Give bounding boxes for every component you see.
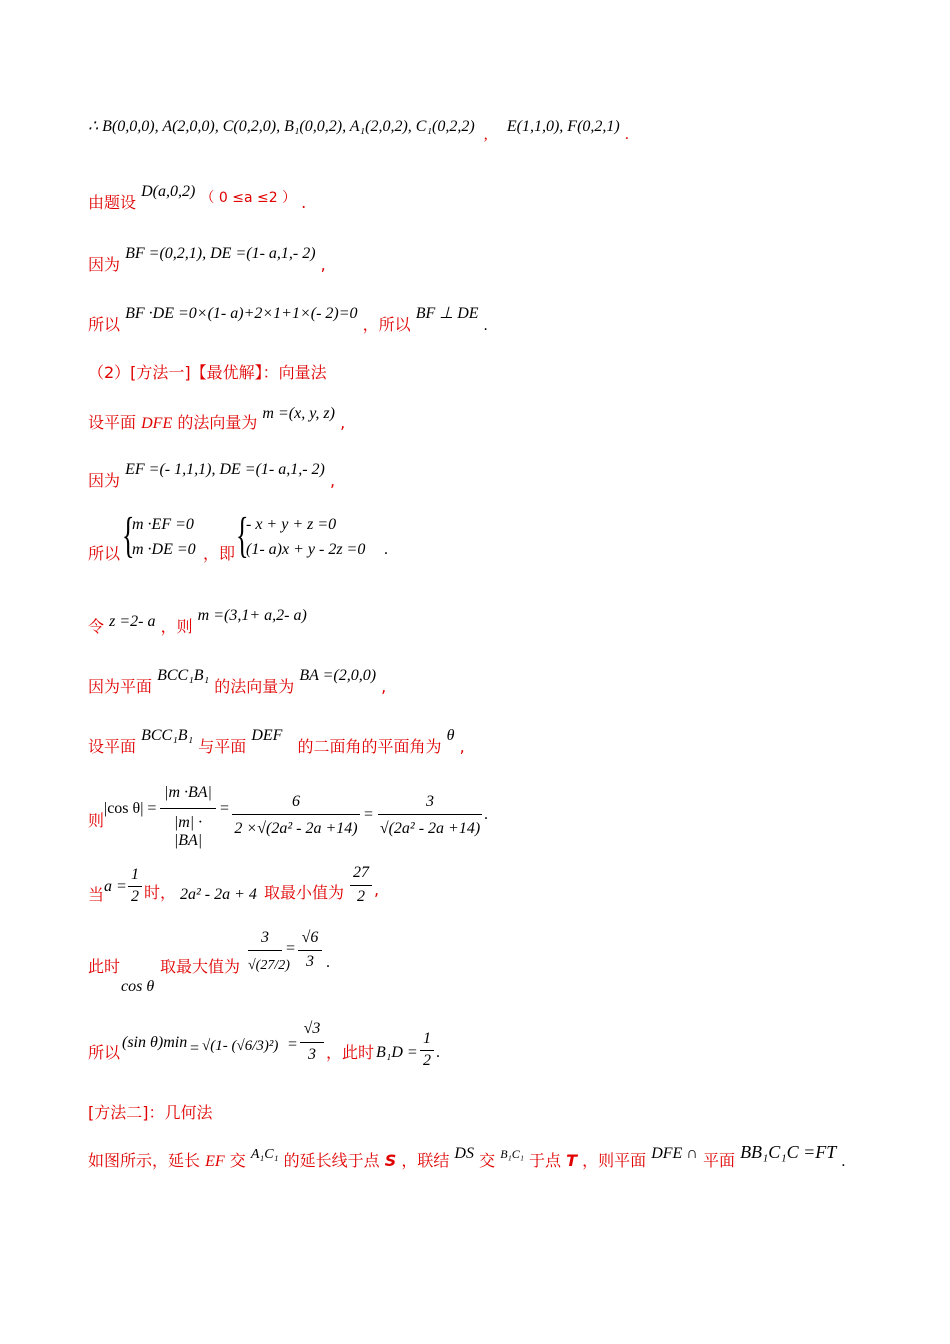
- plane-normal-prefix: 因为平面: [88, 677, 153, 696]
- plane-normal-math: BA =(2,0,0): [299, 667, 377, 684]
- max-end: .: [326, 954, 330, 971]
- min-val-bar: [350, 885, 372, 886]
- system2-eq-b: (1- a)x + y - 2z =0: [246, 541, 366, 558]
- dot-product-line: [88, 300, 488, 334]
- sin-res-bar: [300, 1042, 324, 1043]
- geo-math: BB₁C₁C =FT: [740, 1142, 837, 1162]
- ef-end: ,: [329, 471, 336, 490]
- point-d-math: D(a,0,2): [141, 183, 196, 200]
- dihedral-suffix: 的二面角的平面角为: [297, 737, 442, 756]
- cos-eq1: =: [220, 800, 230, 817]
- normal-plane: DFE: [141, 415, 173, 432]
- vectors-bf-de-line: [88, 240, 326, 274]
- sin-lhs: (sin θ)min: [122, 1034, 188, 1051]
- geo-p7: ，则平面: [582, 1151, 647, 1170]
- dihedral-plane1: BCC₁B₁: [141, 727, 194, 744]
- dihedral-line: [88, 722, 465, 756]
- dihedral-end: ,: [459, 737, 465, 756]
- system-end: .: [384, 541, 388, 558]
- dihedral-mid: 与平面: [198, 737, 247, 756]
- system1-eq-a: m ·EF =0: [132, 516, 194, 533]
- geo-a1c1: A₁C₁: [250, 1147, 279, 1162]
- coordinates-line: [88, 116, 629, 143]
- plane-normal-line: [88, 662, 387, 696]
- min-prefix: 当: [88, 885, 105, 904]
- max-bar: [248, 950, 282, 951]
- geo-p6: 于点: [528, 1151, 561, 1170]
- cos-frac1-bar: [160, 808, 216, 809]
- min-val-num: 27: [353, 864, 369, 881]
- cos-frac2-den: 2 ×√(2a² - 2a +14): [234, 820, 358, 837]
- dot-perp: BF ⊥ DE: [415, 305, 479, 322]
- geo-ds: DS: [454, 1145, 474, 1162]
- system1-eq-b: m ·DE =0: [132, 541, 196, 558]
- cos-frac1-den: |m| · |BA|: [173, 814, 203, 849]
- min-expr: 2a² - 2a + 4: [180, 886, 257, 903]
- vectors-math: BF =(0,2,1), DE =(1- a,1,- 2): [125, 245, 316, 262]
- vectors-ef-de-line: [88, 456, 336, 490]
- point-d-prefix: 由题设: [88, 193, 137, 212]
- geo-p1: 如图所示，延长: [88, 1151, 201, 1170]
- system2-eq-a: - x + y + z =0: [246, 516, 337, 533]
- cos-lhs: |cos θ| =: [104, 800, 157, 817]
- dihedral-plane2: DEF: [251, 727, 283, 744]
- max-num: 3: [261, 929, 269, 946]
- sin-math: B₁D =: [376, 1044, 418, 1061]
- point-d-end: .: [301, 193, 307, 212]
- method-two-heading: [方法二]：几何法: [88, 1103, 213, 1122]
- cos-frac2-num: 6: [292, 793, 300, 810]
- max-den: √(27/2): [248, 958, 290, 973]
- max-res-den: 3: [306, 953, 314, 970]
- point-d-line: [88, 178, 307, 212]
- min-val-den: 2: [357, 888, 365, 905]
- geo-end: .: [841, 1153, 846, 1170]
- cos-frac3-bar: [378, 814, 482, 815]
- cos-frac3-den: √(2a² - 2a +14): [379, 820, 481, 837]
- normal-suffix: 的法向量为: [177, 413, 258, 432]
- cos-frac1-num: |m ·BA|: [164, 784, 212, 801]
- geo-ef: EF: [205, 1153, 225, 1170]
- min-half-bar: [128, 886, 142, 887]
- dot-prefix: 所以: [88, 315, 121, 334]
- max-res-bar: [298, 950, 322, 951]
- max-res-num: √6: [301, 929, 319, 946]
- min-suffix: 取最小值为: [264, 883, 345, 902]
- sin-rhs: √(1- (√6/3)²): [202, 1038, 279, 1054]
- let-prefix: 令: [88, 617, 105, 636]
- coordinates-math: ∴ B(0,0,0), A(2,0,0), C(0,2,0), B₁(0,0,2), A₁(2,0,2), C₁(0,2,2): [88, 118, 475, 135]
- system-mid: ，即: [203, 544, 236, 563]
- brace-right-icon: {: [236, 508, 249, 564]
- dot-end: .: [483, 317, 488, 334]
- max-suffix: 取最大值为: [160, 957, 241, 976]
- sin-res-num: √3: [303, 1020, 321, 1037]
- cos-prefix: 则: [88, 811, 105, 830]
- sin-eq: =: [190, 1040, 200, 1057]
- plane-normal-end: ,: [381, 677, 387, 696]
- let-math: z =2- a: [109, 613, 156, 630]
- normal-math: m =(x, y, z): [262, 405, 335, 422]
- let-mid: ，则: [160, 617, 193, 636]
- geo-b1c1: B₁C₁: [500, 1147, 524, 1161]
- system-prefix: 所以: [88, 544, 121, 563]
- dihedral-theta: θ: [446, 727, 455, 744]
- normal-end: ,: [340, 413, 346, 432]
- sin-prefix: 所以: [88, 1043, 121, 1062]
- coordinates-tail: E(1,1,0), F(0,2,1): [506, 118, 620, 135]
- geo-s: S: [384, 1151, 397, 1170]
- sin-val-num: 1: [423, 1030, 431, 1047]
- geo-p4: ，联结: [401, 1151, 450, 1170]
- dihedral-prefix: 设平面: [88, 737, 137, 756]
- sin-val-den: 2: [423, 1052, 431, 1069]
- let-result: m =(3,1+ a,2- a): [197, 607, 307, 624]
- coordinates-end: .: [624, 126, 629, 143]
- dot-math: BF ·DE =0×(1- a)+2×1+1×(- 2)=0: [125, 305, 358, 322]
- coordinates-sep: ,: [483, 126, 488, 143]
- method-one-heading: （2）[方法一]【最优解】：向量法: [88, 363, 327, 382]
- geo-dfe: DFE ∩: [651, 1145, 698, 1162]
- sin-res-den: 3: [308, 1046, 316, 1063]
- min-end: ,: [374, 880, 380, 899]
- let-z-line: [88, 602, 307, 636]
- min-half-den: 2: [131, 888, 139, 905]
- normal-prefix: 设平面: [88, 413, 137, 432]
- geo-p2: 交: [229, 1151, 246, 1170]
- min-mid: 时，: [144, 883, 177, 902]
- normal-vector-line: [88, 400, 346, 432]
- min-math: a =: [104, 878, 127, 895]
- plane-normal-suffix: 的法向量为: [214, 677, 295, 696]
- sin-mid: ，此时: [326, 1043, 375, 1062]
- max-prefix: 此时: [88, 957, 121, 976]
- vectors-prefix: 因为: [88, 255, 121, 274]
- geo-p8: 平面: [702, 1151, 735, 1170]
- geo-t: T: [566, 1151, 577, 1170]
- max-cos: cos θ: [121, 978, 155, 995]
- sin-eq2: =: [288, 1036, 298, 1053]
- max-eq: =: [286, 940, 296, 957]
- geometry-line: [88, 1140, 846, 1170]
- geo-p3: 的延长线于点: [283, 1151, 380, 1170]
- cos-frac3-num: 3: [426, 793, 434, 810]
- sin-val-bar: [420, 1050, 434, 1051]
- ef-math: EF =(- 1,1,1), DE =(1- a,1,- 2): [125, 461, 325, 478]
- dot-mid: ，所以: [362, 315, 411, 334]
- sin-end: .: [436, 1044, 440, 1061]
- cos-end: .: [484, 806, 488, 823]
- min-half-num: 1: [131, 866, 139, 883]
- cos-frac2-bar: [232, 814, 360, 815]
- cos-eq2: =: [364, 806, 374, 823]
- ef-prefix: 因为: [88, 471, 121, 490]
- geo-p5: 交: [479, 1151, 496, 1170]
- plane-normal-plane: BCC₁B₁: [157, 667, 210, 684]
- brace-left-icon: {: [122, 508, 135, 564]
- vectors-end: ,: [320, 255, 326, 274]
- point-d-cond: （ 0 ≤a ≤2 ）: [200, 190, 297, 206]
